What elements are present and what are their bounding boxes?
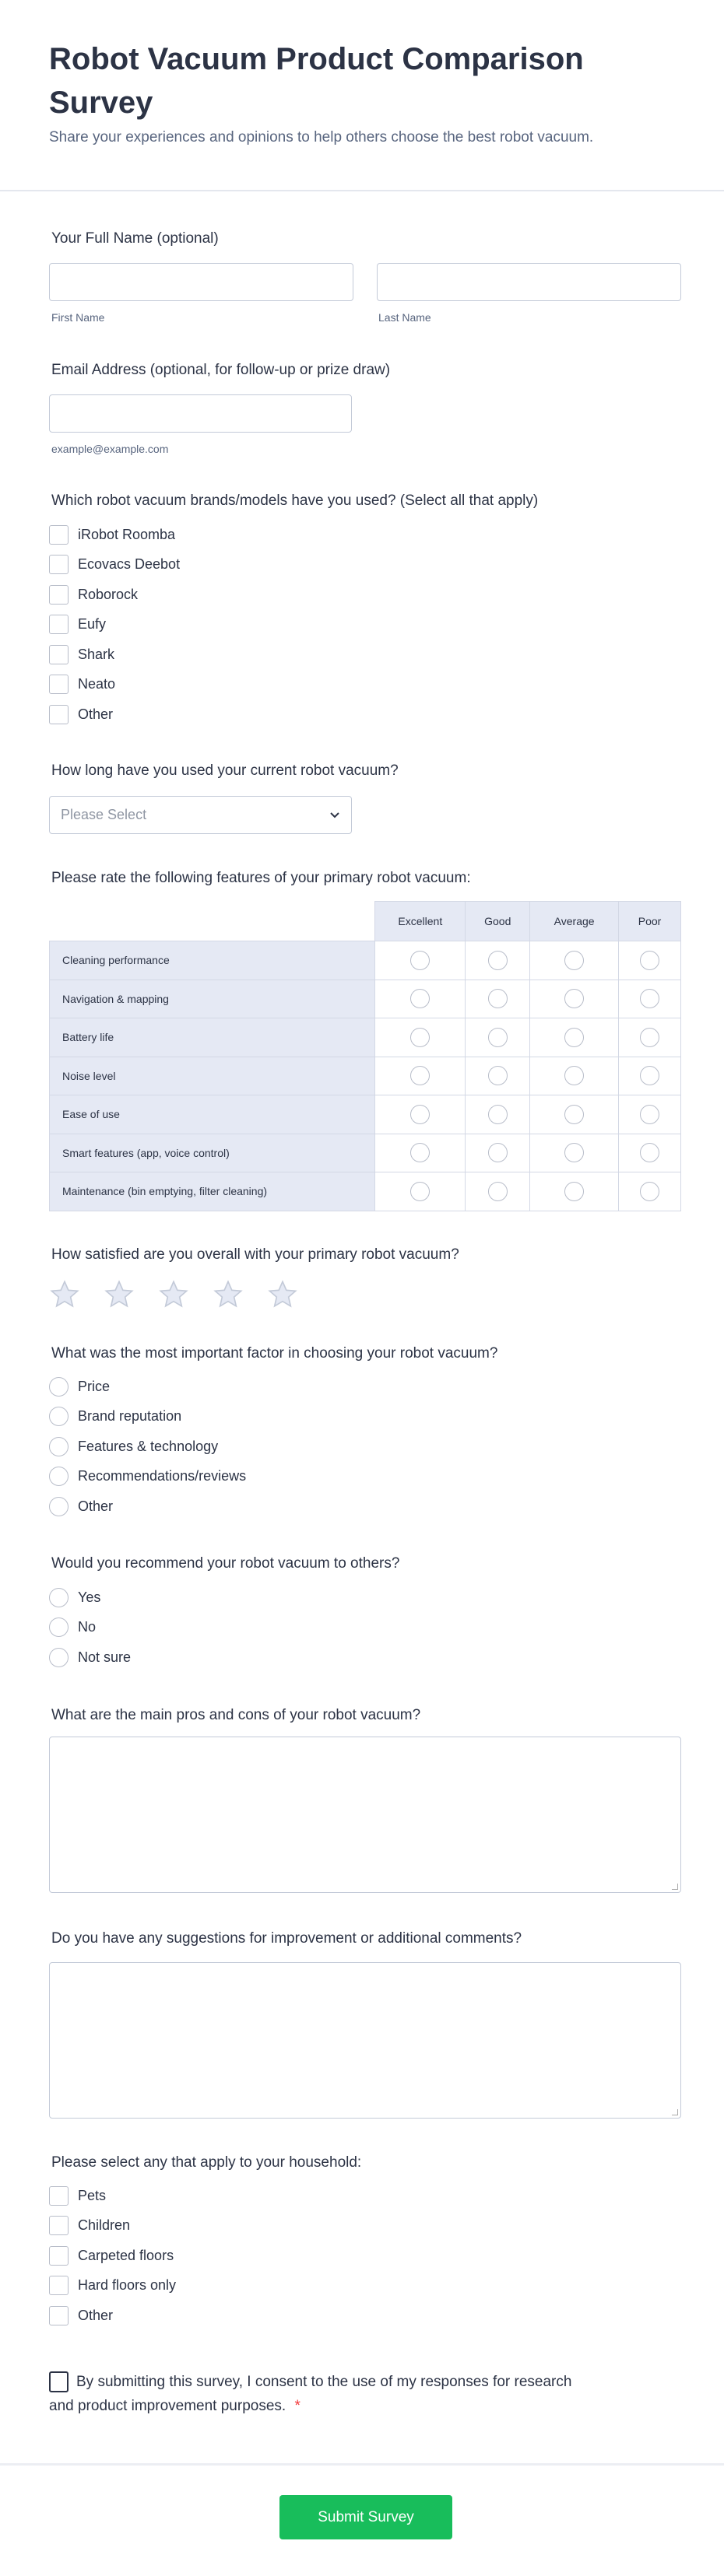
radio-button[interactable] (564, 1066, 584, 1085)
factor-option[interactable] (49, 1466, 246, 1488)
radio-button[interactable] (49, 1377, 69, 1397)
radio-button[interactable] (564, 1105, 584, 1124)
option-label: Other (78, 706, 114, 722)
factor-option[interactable] (49, 1376, 110, 1397)
radio-button[interactable] (488, 951, 508, 970)
matrix-cell (375, 980, 466, 1018)
radio-button[interactable] (640, 951, 659, 970)
matrix-cell (466, 1095, 530, 1134)
matrix-cell (530, 1057, 619, 1095)
recommend-option[interactable] (49, 1646, 131, 1668)
matrix-row (50, 1018, 681, 1057)
email-label: Email Address (optional, for follow-up or prize draw) (51, 362, 391, 378)
matrix-cell (466, 941, 530, 980)
matrix-cell (375, 941, 466, 980)
matrix-corner (50, 902, 375, 941)
checkbox[interactable] (49, 645, 69, 664)
satisfaction-label: How satisfied are you overall with your primary robot vacuum? (51, 1246, 459, 1263)
submit-button[interactable]: Submit Survey (279, 2495, 452, 2539)
option-label: Yes (78, 1589, 101, 1605)
suggestions-textarea[interactable] (49, 1962, 681, 2119)
radio-button[interactable] (564, 1028, 584, 1047)
star-icon[interactable] (158, 1279, 189, 1310)
matrix-row-label: Navigation & mapping (50, 980, 375, 1018)
matrix-cell (530, 1134, 619, 1172)
brands-option[interactable] (49, 643, 114, 665)
brands-option[interactable] (49, 674, 115, 696)
consent-checkbox[interactable] (49, 2371, 69, 2392)
checkbox[interactable] (49, 2246, 69, 2266)
matrix-cell (530, 980, 619, 1018)
matrix-cell (466, 980, 530, 1018)
star-rating (49, 1279, 322, 1314)
radio-button[interactable] (49, 1407, 69, 1426)
radio-button[interactable] (564, 989, 584, 1008)
star-icon[interactable] (213, 1279, 244, 1310)
matrix-cell (375, 1018, 466, 1057)
matrix-row-label: Maintenance (bin emptying, filter cleaning) (50, 1172, 375, 1211)
option-label: Shark (78, 646, 115, 662)
option-label: Eufy (78, 616, 107, 632)
chevron-down-icon (329, 811, 340, 819)
email-input[interactable] (49, 394, 352, 433)
checkbox[interactable] (49, 585, 69, 605)
radio-button[interactable] (49, 1648, 69, 1667)
recommend-label: Would you recommend your robot vacuum to others? (51, 1555, 400, 1572)
matrix-row-label: Smart features (app, voice control) (50, 1134, 375, 1172)
resize-handle-icon[interactable] (672, 1884, 678, 1890)
radio-button[interactable] (640, 1105, 659, 1124)
radio-button[interactable] (410, 1066, 430, 1085)
radio-button[interactable] (564, 951, 584, 970)
first-name-sublabel: First Name (51, 311, 105, 324)
matrix-row (50, 980, 681, 1018)
option-label: Ecovacs Deebot (78, 556, 181, 572)
matrix-cell (530, 1018, 619, 1057)
footer-divider (0, 2463, 724, 2466)
radio-button[interactable] (49, 1588, 69, 1607)
matrix-cell (619, 1057, 681, 1095)
radio-button[interactable] (640, 1143, 659, 1162)
checkbox[interactable] (49, 705, 69, 724)
radio-button[interactable] (49, 1437, 69, 1456)
radio-button[interactable] (488, 1105, 508, 1124)
matrix-cell (530, 1095, 619, 1134)
household-option[interactable] (49, 2215, 130, 2237)
factor-option[interactable] (49, 1495, 113, 1517)
matrix-cell (619, 941, 681, 980)
factor-option[interactable] (49, 1435, 218, 1457)
matrix-column-header: Excellent (375, 902, 466, 941)
brands-label: Which robot vacuum brands/models have you used? (Select all that apply) (51, 492, 539, 509)
matrix-column-header: Good (466, 902, 530, 941)
option-label: Neato (78, 676, 116, 692)
household-option[interactable] (49, 2245, 174, 2266)
matrix-row-label: Noise level (50, 1057, 375, 1095)
household-option[interactable] (49, 2304, 113, 2326)
required-mark: * (294, 2398, 300, 2414)
matrix-cell (375, 1134, 466, 1172)
rating-label: Please rate the following features of your primary robot vacuum: (51, 870, 471, 886)
option-label: No (78, 1619, 97, 1635)
page-subtitle: Share your experiences and opinions to help others choose the best robot vacuum. (49, 129, 594, 145)
consent-field (49, 2370, 594, 2418)
resize-handle-icon[interactable] (672, 2109, 678, 2115)
matrix-column-header: Poor (619, 902, 681, 941)
matrix-cell (466, 1057, 530, 1095)
name-label: Your Full Name (optional) (51, 230, 219, 247)
option-label: Hard floors only (78, 2277, 177, 2293)
radio-button[interactable] (410, 951, 430, 970)
brands-option[interactable] (49, 554, 180, 576)
option-label: Carpeted floors (78, 2247, 174, 2263)
first-name-input[interactable] (49, 263, 353, 301)
matrix-cell (375, 1095, 466, 1134)
radio-button[interactable] (49, 1497, 69, 1516)
matrix-row-label: Battery life (50, 1018, 375, 1057)
suggestions-label: Do you have any suggestions for improvement or additional comments? (51, 1930, 522, 1947)
duration-select[interactable] (49, 796, 352, 834)
factor-option[interactable] (49, 1406, 181, 1428)
matrix-row (50, 1057, 681, 1095)
radio-button[interactable] (410, 1143, 430, 1162)
radio-button[interactable] (640, 1066, 659, 1085)
matrix-cell (530, 1172, 619, 1211)
checkbox[interactable] (49, 555, 69, 574)
matrix-row-label: Cleaning performance (50, 941, 375, 980)
matrix-cell (619, 1134, 681, 1172)
option-label: Not sure (78, 1649, 132, 1665)
radio-button[interactable] (49, 1467, 69, 1486)
email-sublabel: example@example.com (51, 443, 169, 455)
matrix-row (50, 1172, 681, 1211)
pros-textarea[interactable] (49, 1737, 681, 1893)
radio-button[interactable] (410, 1028, 430, 1047)
star-icon[interactable] (267, 1279, 298, 1310)
star-icon[interactable] (104, 1279, 135, 1310)
matrix-cell (466, 1172, 530, 1211)
brands-option[interactable] (49, 584, 138, 605)
brands-option[interactable] (49, 614, 106, 636)
radio-button[interactable] (488, 1028, 508, 1047)
recommend-option[interactable] (49, 1617, 96, 1638)
checkbox[interactable] (49, 615, 69, 634)
checkbox[interactable] (49, 675, 69, 694)
radio-button[interactable] (640, 1182, 659, 1201)
radio-button[interactable] (488, 1143, 508, 1162)
radio-button[interactable] (640, 1028, 659, 1047)
option-label: Features & technology (78, 1438, 219, 1454)
matrix-cell (530, 941, 619, 980)
last-name-sublabel: Last Name (378, 311, 431, 324)
matrix-row (50, 1095, 681, 1134)
last-name-input[interactable] (377, 263, 681, 301)
option-label: iRobot Roomba (78, 526, 176, 542)
matrix-cell (375, 1057, 466, 1095)
radio-button[interactable] (488, 1182, 508, 1201)
matrix-row-label: Ease of use (50, 1095, 375, 1134)
checkbox[interactable] (49, 2216, 69, 2235)
radio-button[interactable] (640, 989, 659, 1008)
checkbox[interactable] (49, 2186, 69, 2206)
radio-button[interactable] (410, 1105, 430, 1124)
radio-button[interactable] (49, 1617, 69, 1637)
rating-matrix (49, 901, 681, 1211)
matrix-row (50, 1134, 681, 1172)
matrix-cell (619, 1172, 681, 1211)
matrix-cell (375, 1172, 466, 1211)
radio-button[interactable] (564, 1182, 584, 1201)
brands-option[interactable] (49, 524, 175, 545)
option-label: Roborock (78, 586, 139, 602)
checkbox[interactable] (49, 525, 69, 545)
option-label: Other (78, 2307, 114, 2323)
option-label: Brand reputation (78, 1408, 182, 1424)
option-label: Other (78, 1498, 114, 1514)
brands-option[interactable] (49, 703, 113, 725)
radio-button[interactable] (564, 1143, 584, 1162)
household-option[interactable] (49, 2185, 106, 2206)
option-label: Pets (78, 2187, 107, 2203)
checkbox[interactable] (49, 2276, 69, 2295)
recommend-option[interactable] (49, 1586, 100, 1608)
radio-button[interactable] (410, 1182, 430, 1201)
checkbox[interactable] (49, 2306, 69, 2325)
matrix-cell (466, 1134, 530, 1172)
radio-button[interactable] (488, 989, 508, 1008)
matrix-cell (619, 1095, 681, 1134)
household-option[interactable] (49, 2275, 176, 2297)
consent-text: By submitting this survey, I consent to the use of my responses for research and product improvement purposes. (49, 2374, 572, 2414)
pros-label: What are the main pros and cons of your robot vacuum? (51, 1707, 421, 1723)
option-label: Children (78, 2217, 131, 2233)
matrix-cell (466, 1018, 530, 1057)
factor-label: What was the most important factor in choosing your robot vacuum? (51, 1345, 498, 1362)
option-label: Price (78, 1378, 111, 1394)
header-divider (0, 190, 724, 191)
matrix-cell (619, 1018, 681, 1057)
matrix-cell (619, 980, 681, 1018)
radio-button[interactable] (410, 989, 430, 1008)
star-icon[interactable] (49, 1279, 80, 1310)
option-label: Recommendations/reviews (78, 1468, 247, 1484)
matrix-row (50, 941, 681, 980)
page-title: Robot Vacuum Product Comparison Survey (49, 42, 584, 120)
duration-select-value: Please Select (61, 807, 147, 822)
duration-label: How long have you used your current robot vacuum? (51, 762, 399, 779)
radio-button[interactable] (488, 1066, 508, 1085)
matrix-column-header: Average (530, 902, 619, 941)
household-label: Please select any that apply to your household: (51, 2154, 362, 2171)
